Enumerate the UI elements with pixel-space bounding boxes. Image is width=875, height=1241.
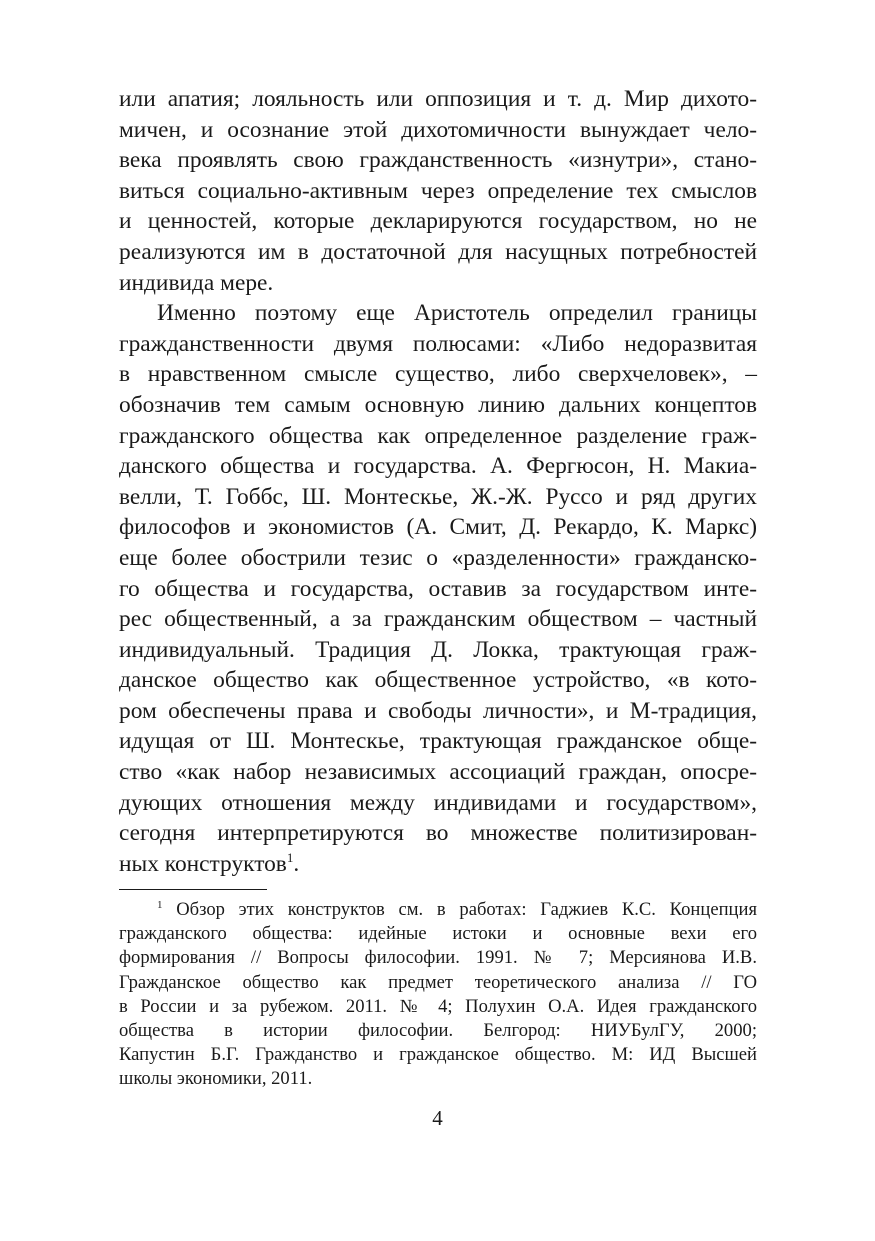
body-line: велли, Т. Гоббс, Ш. Монтескье, Ж.-Ж. Руссо и ряд других xyxy=(119,483,757,510)
footnote-reference[interactable]: 1 xyxy=(286,849,294,865)
body-line: и ценностей, которые декларируются государством, но не xyxy=(119,208,757,235)
body-line-last: ных конструктов$^1$. xyxy=(119,849,300,877)
body-line: гражданского общества как определенное разделение граж- xyxy=(119,422,757,449)
body-line: сегодня интерпретируются во множестве политизирован- xyxy=(119,820,757,847)
footnote-marker: 1 xyxy=(157,899,163,911)
footnote-line: Капустин Б.Г. Гражданство и гражданское общество. М: ИД Высшей xyxy=(119,1044,757,1066)
footnote-line xyxy=(119,898,757,922)
body-line: мичен, и осознание этой дихотомичности вынуждает чело- xyxy=(119,116,757,143)
body-line: данского общества и государства. А. Фергюсон, Н. Макиа- xyxy=(119,453,757,480)
body-line: в нравственном смысле существо, либо сверхчеловек», – xyxy=(119,361,757,388)
body-line: века проявлять свою гражданственность «изнутри», стано- xyxy=(119,147,757,174)
body-line: или апатия; лояльность или оппозиция и т. д. Мир дихото- xyxy=(119,86,757,112)
body-line: гражданственности двумя полюсами: «Либо недоразвитая xyxy=(119,330,757,357)
footnote-separator xyxy=(119,889,267,890)
body-line: реализуются им в достаточной для насущных потребностей xyxy=(119,238,757,265)
body-text xyxy=(119,84,757,879)
body-line: виться социально-активным через определение тех смыслов xyxy=(119,177,757,204)
body-line: идущая от Ш. Монтескье, трактующая гражданское обще- xyxy=(119,728,757,755)
body-line: еще более обострили тезис о «разделенности» гражданско- xyxy=(119,544,757,571)
footnote xyxy=(119,898,757,1092)
footnote-line: общества в истории философии. Белгород: НИУБулГУ, 2000; xyxy=(119,1019,757,1041)
body-line: рес общественный, а за гражданским обществом – частный xyxy=(119,606,757,633)
body-line: ство «как набор независимых ассоциаций граждан, опосре- xyxy=(119,759,757,786)
body-line: го общества и государства, оставив за государством инте- xyxy=(119,575,757,602)
footnote-line: формирования // Вопросы философии. 1991. № 7; Мерсиянова И.В. xyxy=(119,947,757,969)
body-line: индивида мере. xyxy=(119,269,274,296)
body-line: индивидуальный. Традиция Д. Локка, трактующая граж- xyxy=(119,636,757,663)
footnote-line: Гражданское общество как предмет теоретического анализа // ГО xyxy=(119,971,757,993)
footnote-line: в России и за рубежом. 2011. № 4; Полухин О.А. Идея гражданского xyxy=(119,995,757,1017)
footnote-line-text: Обзор этих конструктов см. в работах: Гаджиев К.С. Концепция xyxy=(176,899,757,920)
body-line: обозначив тем самым основную линию дальних концептов xyxy=(119,391,757,418)
footnote-line: гражданского общества: идейные истоки и основные вехи его xyxy=(119,923,757,945)
body-line: дующих отношения между индивидами и государством», xyxy=(119,789,757,816)
body-line: философов и экономистов (А. Смит, Д. Рекардо, К. Маркс) xyxy=(119,514,757,541)
body-line: ром обеспечены права и свободы личности», и М-традиция, xyxy=(119,697,757,724)
body-line: Именно поэтому еще Аристотель определил границы xyxy=(157,300,757,327)
footnote-line: школы экономики, 2011. xyxy=(119,1068,313,1090)
page-number: 4 xyxy=(432,1106,443,1130)
body-line: данское общество как общественное устройство, «в кото- xyxy=(119,667,757,694)
body-line-text: ных конструктов xyxy=(119,850,287,877)
